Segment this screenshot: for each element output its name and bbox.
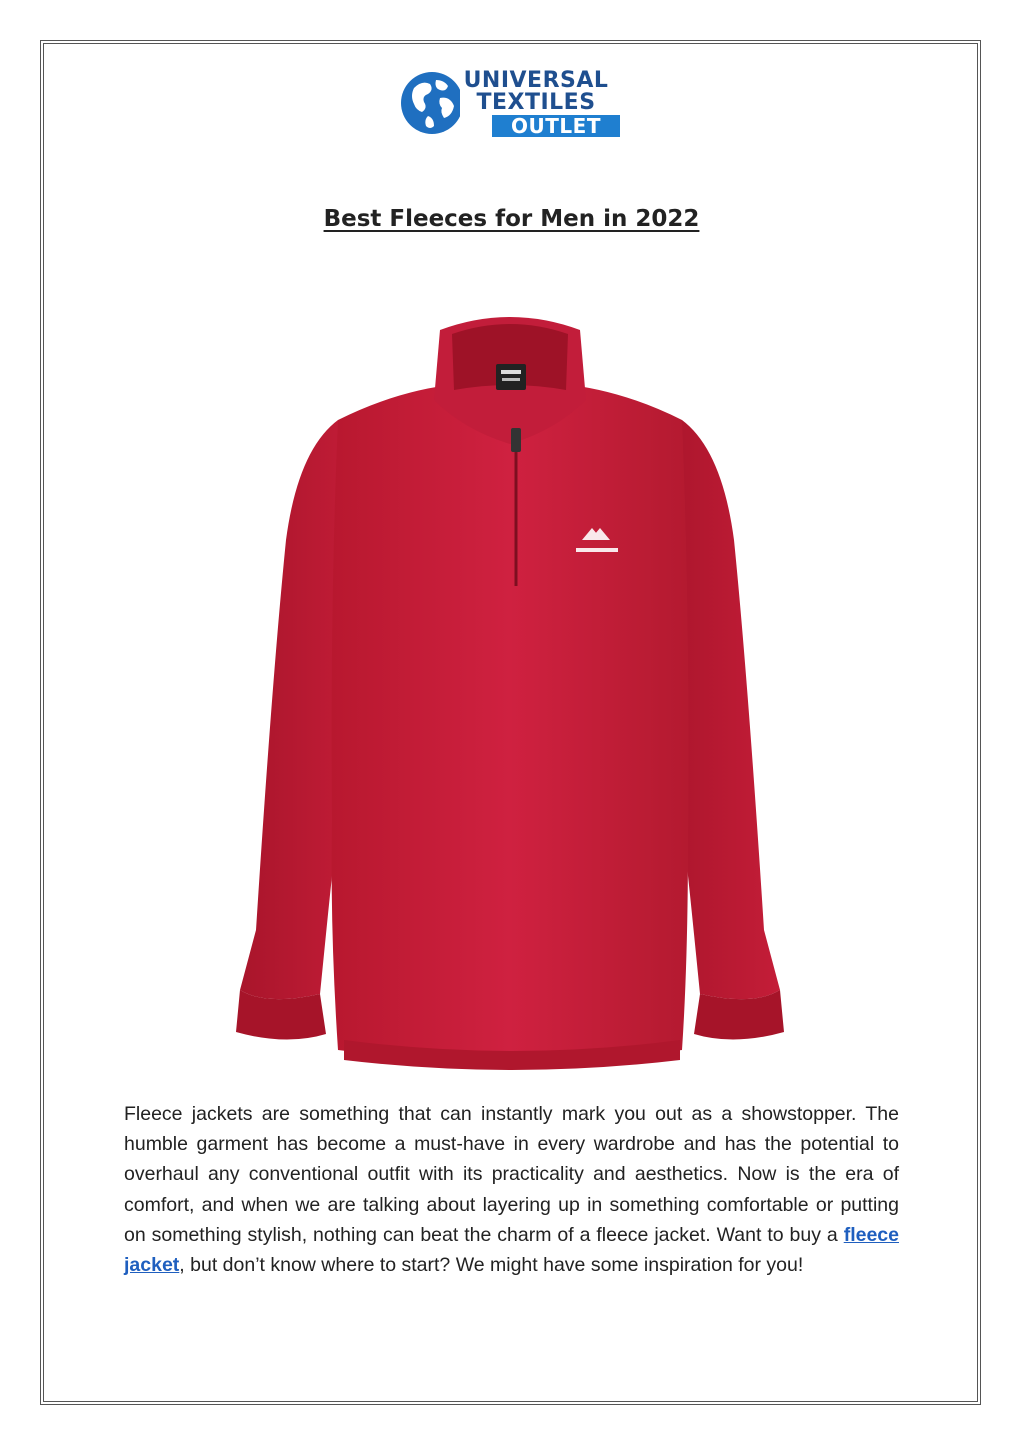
intro-paragraph xyxy=(124,1099,899,1280)
product-image-fleece-jacket xyxy=(226,300,794,1070)
logo-line-textiles: TEXTILES xyxy=(476,90,596,115)
fleece-jacket-link[interactable]: fleece jacket xyxy=(124,1223,899,1277)
page-title: Best Fleeces for Men in 2022 xyxy=(323,206,700,232)
logo-line-universal: UNIVERSAL xyxy=(463,68,609,93)
intro-text-after-link: , but don’t know where to start? We might have some inspiration for you! xyxy=(179,1254,804,1277)
brand-logo xyxy=(400,66,622,140)
logo-line-outlet: OUTLET xyxy=(511,114,601,138)
globe-icon xyxy=(400,66,460,140)
intro-text-before-link: Fleece jackets are something that can instantly mark you out as a showstopper. The humble garment has become a must-have in every wardrobe and has the potential to overhaul any conventional outfit with its practicality and aesthetics. Now is the era of comfort, and when we are talking about layering up in something comfortable or putting on something stylish, nothing can beat the charm of a fleece jacket. Want to buy a xyxy=(124,1103,899,1246)
